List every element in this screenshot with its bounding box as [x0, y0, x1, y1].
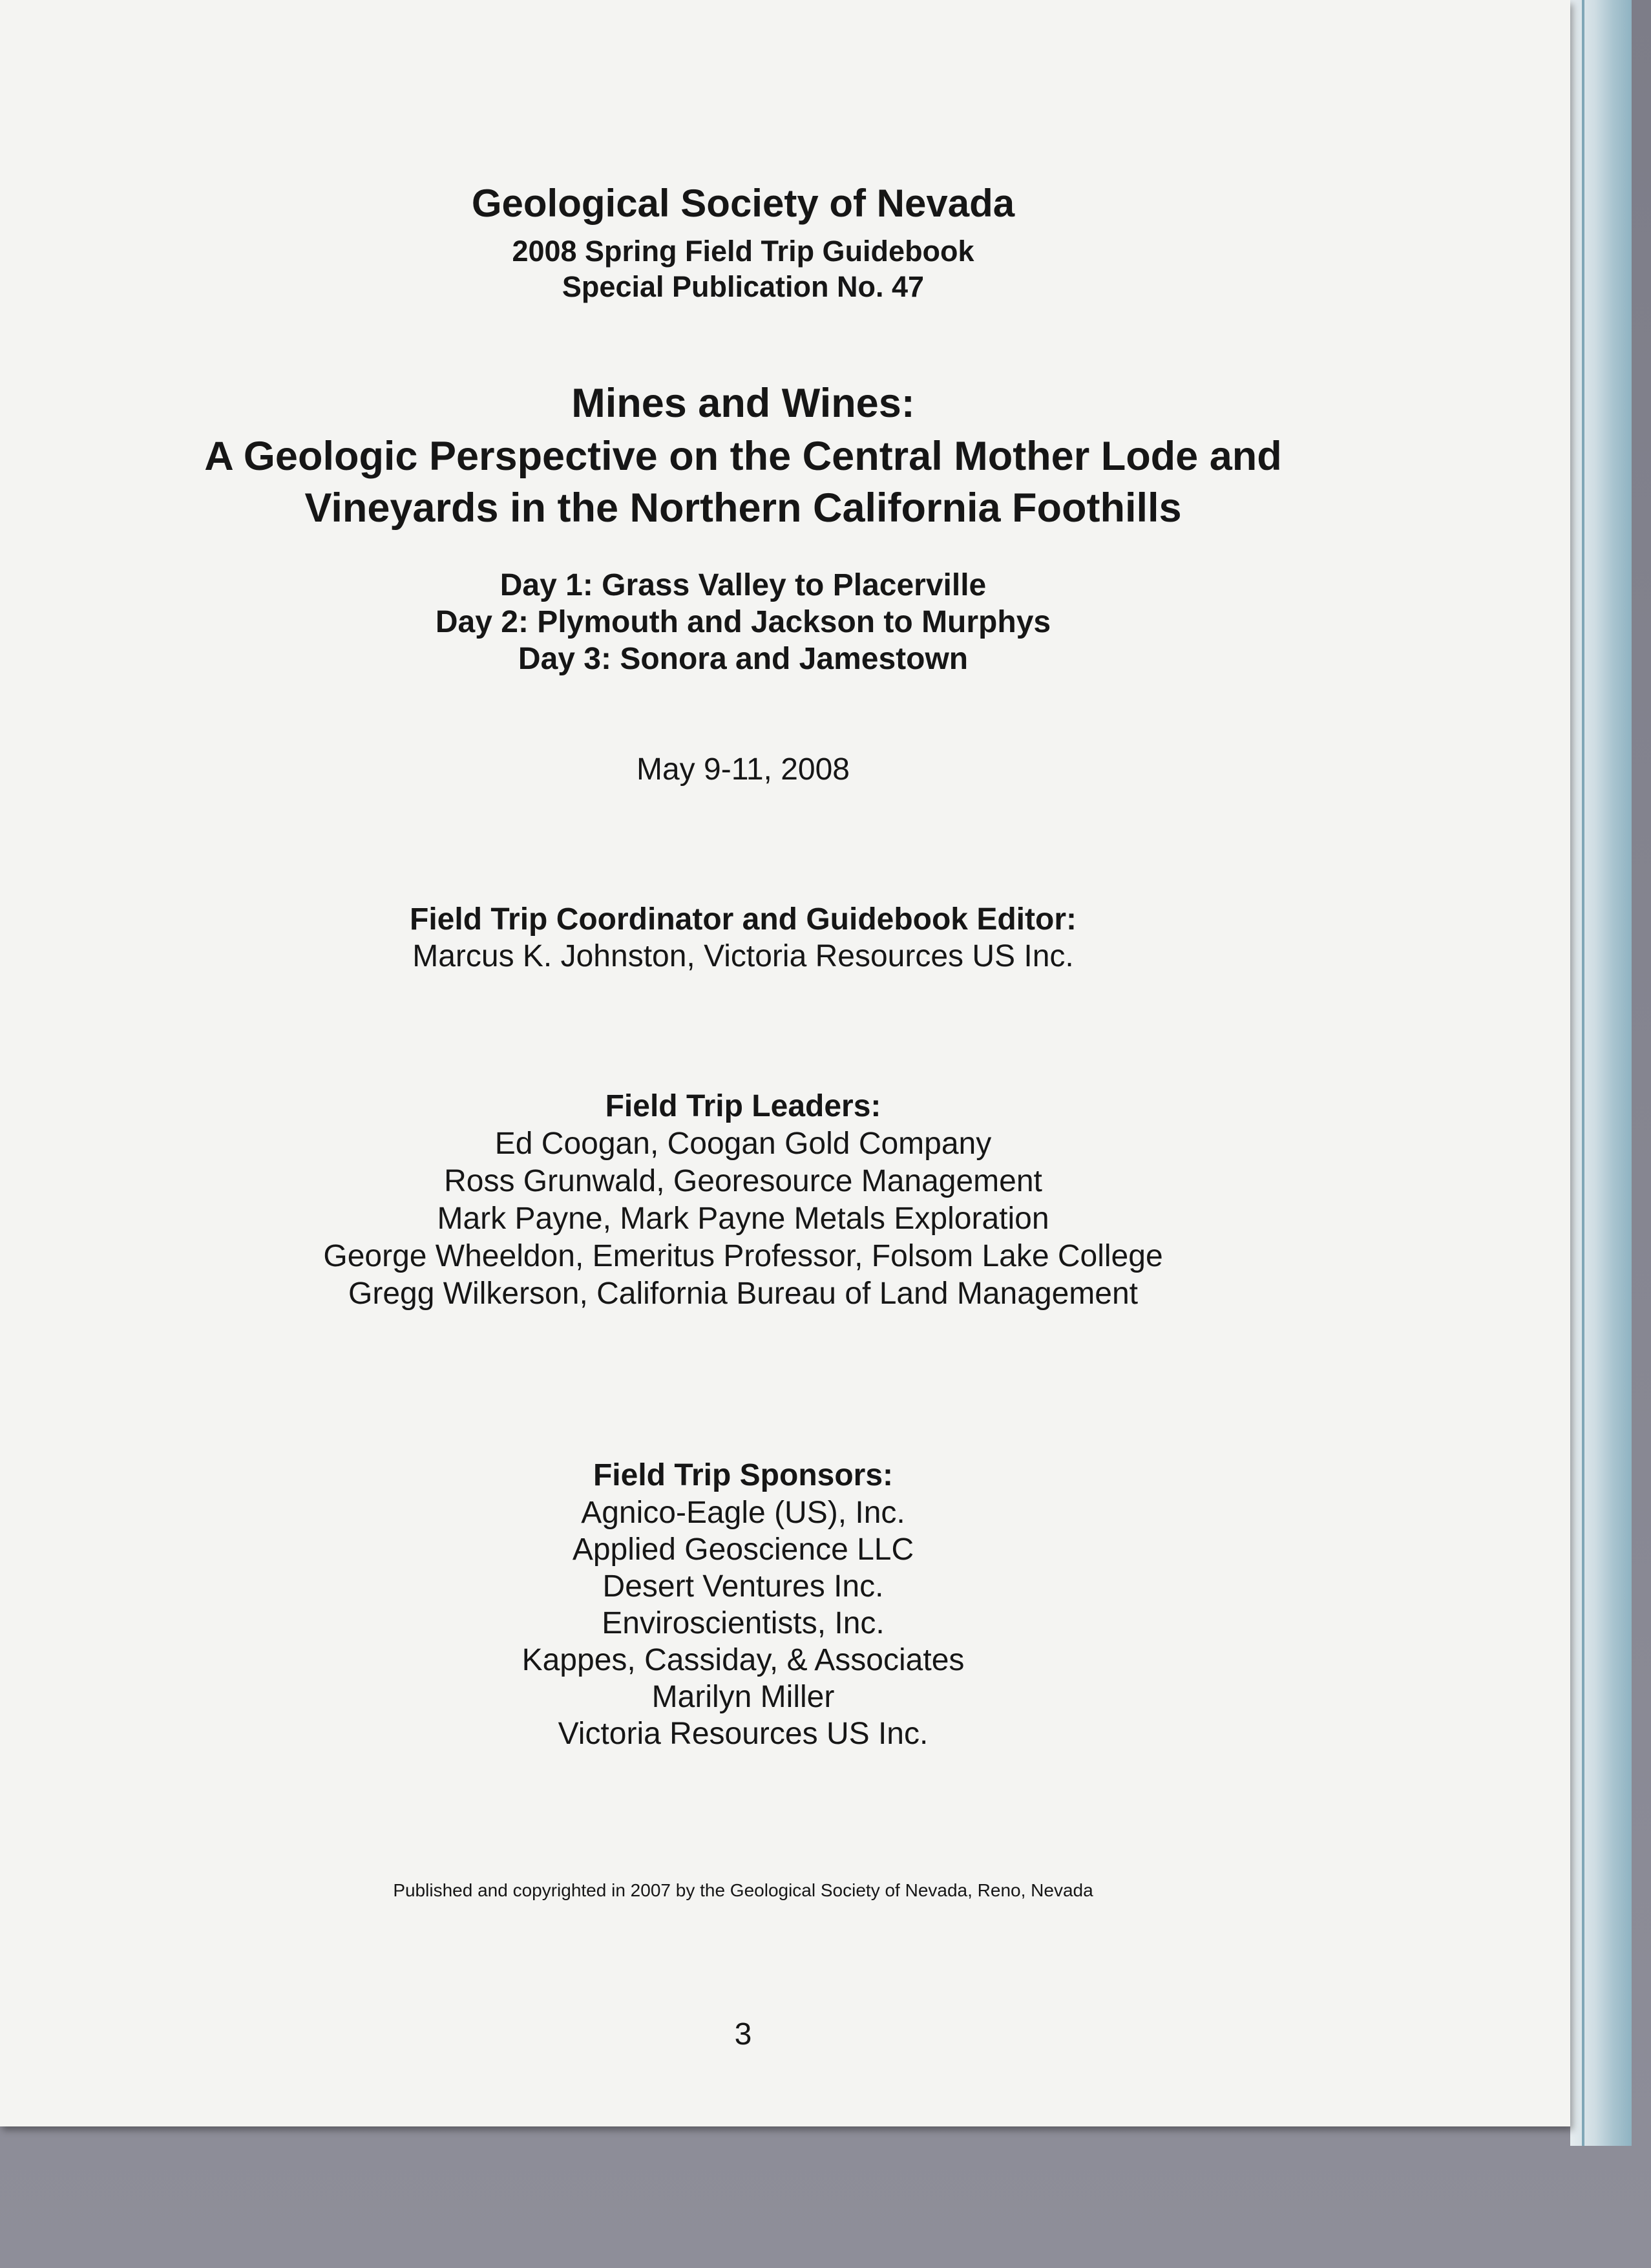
trip-date: May 9-11, 2008 — [636, 752, 850, 787]
sponsor-item: Marilyn Miller — [651, 1680, 835, 1714]
sponsors-list — [0, 1494, 1486, 1752]
guidebook-line: 2008 Spring Field Trip Guidebook — [512, 235, 974, 268]
organization-name: Geological Society of Nevada — [471, 182, 1015, 225]
coordinator-name: Marcus K. Johnston, Victoria Resources US Inc. — [412, 939, 1074, 973]
sponsor-item: Agnico-Eagle (US), Inc. — [581, 1496, 905, 1530]
page-stack-edge — [1570, 0, 1632, 2146]
title-line-1: Mines and Wines: — [571, 381, 915, 426]
sponsors-heading: Field Trip Sponsors: — [593, 1458, 894, 1492]
sponsor-item: Applied Geoscience LLC — [572, 1532, 914, 1567]
copyright-notice: Published and copyrighted in 2007 by the Geological Society of Nevada, Reno, Nevada — [393, 1880, 1093, 1900]
leader-item: Ross Grunwald, Georesource Management — [444, 1164, 1042, 1198]
leader-item: Gregg Wilkerson, California Bureau of Land Management — [348, 1277, 1138, 1311]
title-line-2: A Geologic Perspective on the Central Mother Lode and — [204, 434, 1282, 479]
day-2-route: Day 2: Plymouth and Jackson to Murphys — [435, 605, 1051, 639]
title-line-3: Vineyards in the Northern California Foothills — [304, 485, 1182, 531]
leader-item: Mark Payne, Mark Payne Metals Exploration — [437, 1202, 1049, 1236]
coordinator-heading: Field Trip Coordinator and Guidebook Editor: — [410, 902, 1077, 937]
leader-item: Ed Coogan, Coogan Gold Company — [494, 1127, 992, 1161]
sponsor-item: Enviroscientists, Inc. — [602, 1606, 885, 1640]
leader-item: George Wheeldon, Emeritus Professor, Folsom Lake College — [323, 1239, 1163, 1273]
leaders-heading: Field Trip Leaders: — [605, 1089, 881, 1123]
day-3-route: Day 3: Sonora and Jamestown — [518, 642, 969, 676]
page-number: 3 — [734, 2017, 752, 2051]
day-1-route: Day 1: Grass Valley to Placerville — [500, 568, 987, 602]
sponsor-item: Victoria Resources US Inc. — [558, 1717, 929, 1751]
publication-number: Special Publication No. 47 — [562, 270, 925, 303]
leaders-list — [0, 1125, 1486, 1313]
sponsor-item: Kappes, Cassiday, & Associates — [521, 1643, 965, 1677]
sponsor-item: Desert Ventures Inc. — [602, 1569, 884, 1604]
